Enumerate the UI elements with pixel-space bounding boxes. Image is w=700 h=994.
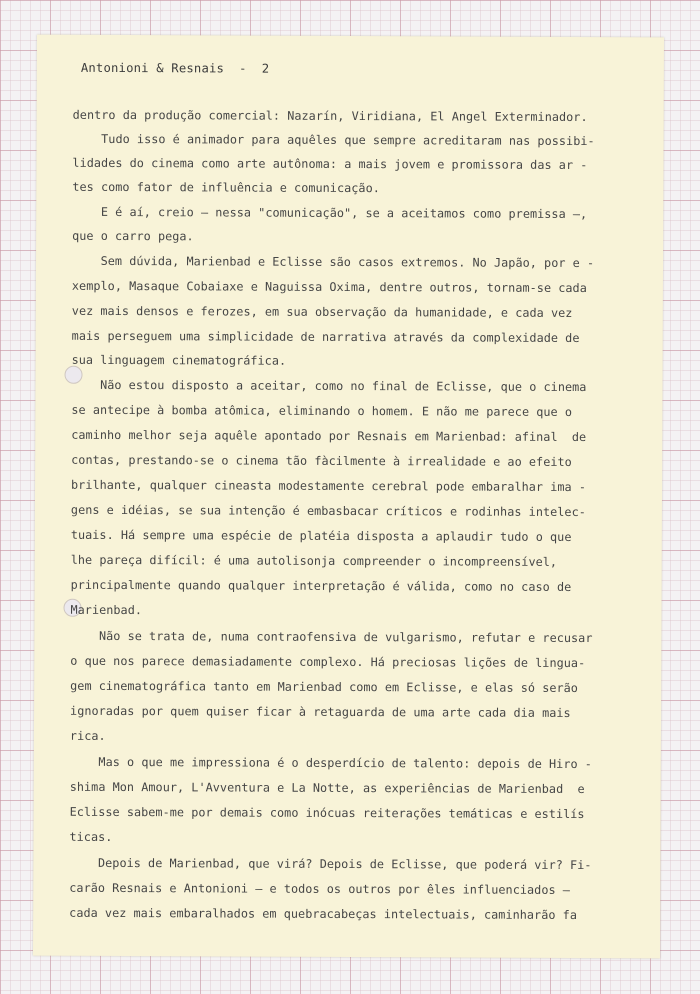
text-line: xemplo, Masaque Cobaiaxe e Naguissa Oxima, dentre outros, tornam-se cada xyxy=(71,278,587,296)
text-line: gens e idéias, se sua intenção é embasbacar críticos e rodinhas intelec- xyxy=(70,502,586,520)
text-line: Não se trata de, numa contraofensiva de vulgarismo, refutar e recusar xyxy=(70,628,593,646)
text-line: gem cinematográfica tanto em Marienbad como em Eclisse, e elas só serão xyxy=(70,678,579,696)
page-header: Antonioni & Resnais - 2 xyxy=(80,60,270,76)
text-line: carão Resnais e Antonioni — e todos os outros por êles influenciados — xyxy=(69,880,570,897)
text-line: cada vez mais embaralhados em quebracabeças intelectuais, caminharão fa xyxy=(69,905,578,923)
text-line: tes como fator de influência e comunicação. xyxy=(72,179,380,196)
text-line: contas, prestando-se o cinema tão fàcilmente à irrealidade e ao efeito xyxy=(71,452,572,469)
text-line: rica. xyxy=(69,728,106,743)
text-line: ignoradas por quem quiser ficar à retaguarda de uma arte cada dia mais xyxy=(70,703,571,720)
typewritten-page xyxy=(33,35,664,959)
text-line: dentro da produção comercial: Nazarín, Viridiana, El Angel Exterminador. xyxy=(72,107,588,125)
text-line: ticas. xyxy=(69,829,113,844)
text-line: que o carro pega. xyxy=(72,228,194,244)
text-line: brilhante, qualquer cineasta modestamente cerebral pode embaralhar ima - xyxy=(71,477,587,495)
text-line: lidades do cinema como arte autônoma: a mais jovem e promissora das ar - xyxy=(72,155,588,173)
text-line: lhe pareça difícil: é uma autolisonja compreender o incompreensível, xyxy=(70,552,558,569)
text-line: Não estou disposto a aceitar, como no final de Eclisse, que o cinema xyxy=(71,377,587,395)
text-line: Depois de Marienbad, que virá? Depois de Eclisse, que poderá vir? Fi- xyxy=(69,855,592,873)
text-line: caminho melhor seja aquêle apontado por Resnais em Marienbad: afinal de xyxy=(71,427,587,445)
text-line: sua linguagem cinematográfica. xyxy=(71,352,287,368)
text-line: se antecipe à bomba atômica, eliminando o homem. E não me parece que o xyxy=(71,402,573,419)
text-line: principalmente quando qualquer interpretação é válida, como no caso de xyxy=(70,577,572,594)
text-line: Mas o que me impressiona é o desperdício de talento: depois de Hiro - xyxy=(69,754,592,772)
text-line: Eclisse sabem-me por demais como inócuas reiterações temáticas e estilís xyxy=(69,804,585,822)
text-line: shima Mon Amour, L'Avventura e La Notte, as experiências de Marienbad e xyxy=(69,779,585,797)
text-line: o que nos parece demasiadamente complexo. Há preciosas lições de lingua- xyxy=(70,653,586,671)
text-line: Sem dúvida, Marienbad e Eclisse são casos extremos. No Japão, por e - xyxy=(71,253,595,271)
text-line: Marienbad. xyxy=(70,602,143,618)
text-line: Tudo isso é animador para aquêles que sempre acreditaram nas possibi- xyxy=(72,131,595,149)
text-line: tuais. Há sempre uma espécie de platéia disposta a aplaudir tudo o que xyxy=(70,527,572,544)
text-line: E é aí, creio — nessa "comunicação", se a aceitamos como premissa —, xyxy=(72,204,588,222)
text-line: vez mais densos e ferozes, em sua observação da humanidade, e cada vez xyxy=(71,303,573,320)
text-line: mais perseguem uma simplicidade de narrativa através da complexidade de xyxy=(71,328,580,346)
